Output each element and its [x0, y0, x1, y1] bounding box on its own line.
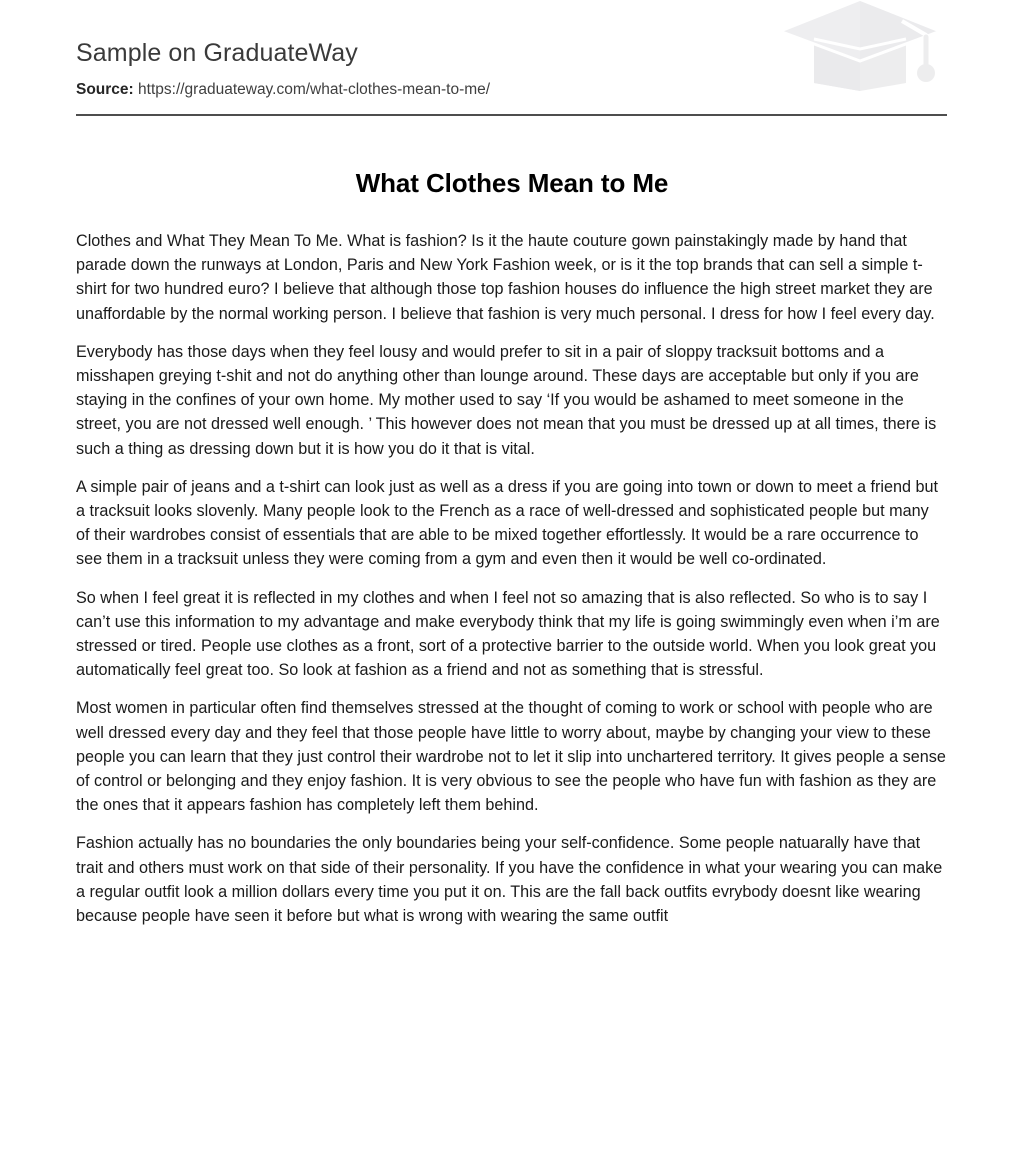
paragraph: So when I feel great it is reflected in my clothes and when I feel not so amazing that is also reflected. So who is to say I can’t use this information to my advantage and make everybody think that my life is going swimmingly even when i’m are stressed or tired. People use clothes as a front, sort of a protective barrier to the outside world. When you look great you automatically feel great too. So look at fashion as a friend and not as something that is stressful. [76, 588, 940, 680]
page-header [76, 0, 948, 98]
article-body [76, 229, 946, 928]
header-divider [76, 114, 947, 116]
paragraph: Fashion actually has no boundaries the only boundaries being your self-confidence. Some people natuarally have that trait and others must work on that side of their personality. If you have the confidence in what your wearing you can make a regular outfit look a million dollars every time you put it on. This are the fall back outfits evrybody doesnt like wearing because people have seen it before but what is wrong with wearing the same outfit [76, 834, 943, 926]
source-label: Source: [76, 81, 134, 98]
source-url[interactable]: https://graduateway.com/what-clothes-mean-to-me/ [138, 81, 491, 98]
brand-title: Sample on GraduateWay [76, 39, 358, 67]
paragraph: Clothes and What They Mean To Me. What is fashion? Is it the haute couture gown painstakingly made by hand that parade down the runways at London, Paris and New York Fashion week, or is it the top brands that can sell a simple t-shirt for two hundred euro? I believe that although those top fashion houses do influence the high street market they are unaffordable by the normal working person. I believe that fashion is very much personal. I dress for how I feel every day. [76, 232, 935, 323]
paragraph: Most women in particular often find themselves stressed at the thought of coming to work or school with people who are well dressed every day and they feel that those people have little to worry about, maybe by changing your view to these people you can learn that they just control their wardrobe not to let it slip into unchartered territory. It gives people a sense of control or belonging and they enjoy fashion. It is very obvious to see the people who have fun with fashion as they are the ones that it appears fashion has completely left them behind. [76, 699, 946, 815]
paragraph: A simple pair of jeans and a t-shirt can look just as well as a dress if you are going into town or down to meet a friend but a tracksuit looks slovenly. Many people look to the French as a race of well-dressed and sophisticated people but many of their wardrobes consist of essentials that are able to be mixed together effortlessly. It would be a rare occurrence to see them in a tracksuit unless they were coming from a gym and even then it would be well co-ordinated. [76, 477, 938, 569]
paragraph: Everybody has those days when they feel lousy and would prefer to sit in a pair of sloppy tracksuit bottoms and a misshapen greying t-shit and not do anything other than lounge around. These days are acceptable but only if you are staying in the confines of your own home. My mother used to say ‘If you would be ashamed to meet someone in the street, you are not dressed well enough. ’ This however does not mean that you must be dressed up at all times, there is such a thing as dressing down but it is how you do it that is vital. [76, 342, 937, 458]
page-title: What Clothes Mean to Me [355, 168, 669, 198]
graduation-cap-icon [778, 0, 942, 91]
